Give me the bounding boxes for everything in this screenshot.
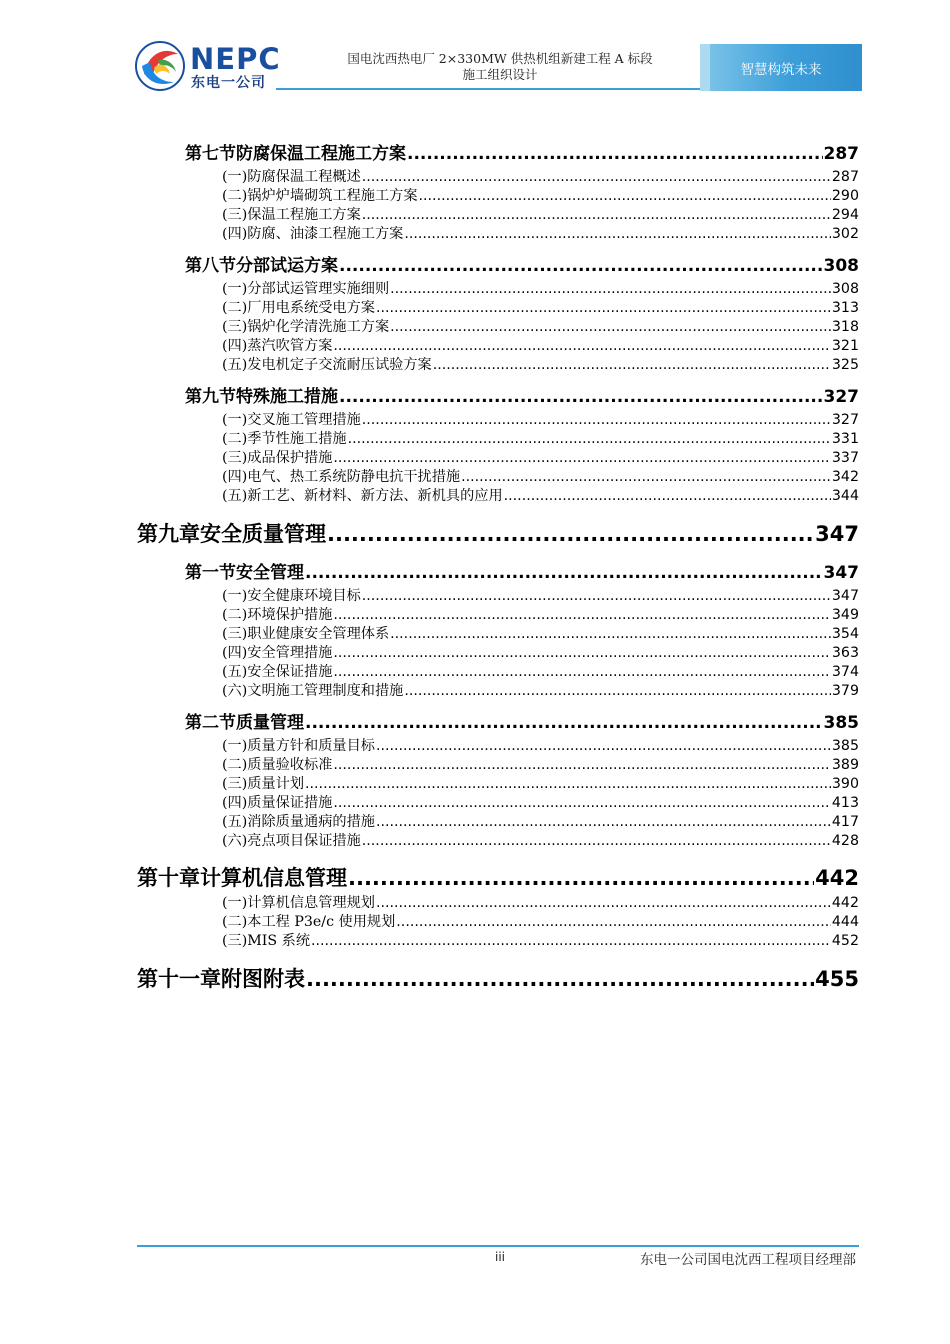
toc-item-number: (五) [222,664,248,680]
toc-leader-dots [333,645,831,661]
toc-page-number: 308 [831,281,859,297]
toc-chapter[interactable] [137,518,859,546]
toc-section[interactable] [185,382,859,406]
toc-item-title: 质量方针和质量目标 [247,738,375,754]
toc-leader-dots [407,144,823,163]
toc-item-number: (二) [222,431,248,447]
toc-chapter[interactable] [137,963,859,991]
toc-leader-dots [333,664,831,680]
toc-item[interactable] [222,623,859,642]
toc-item-title: 锅炉化学清洗施工方案 [247,319,390,335]
toc-page-number: 442 [815,866,859,890]
toc-item[interactable] [222,409,859,428]
toc-item-number: (一) [222,169,248,185]
toc-item[interactable] [222,811,859,830]
toc-leader-dots [390,319,831,335]
toc-item-title: 文明施工管理制度和措施 [247,683,404,699]
toc-item[interactable] [222,185,859,204]
toc-item[interactable] [222,792,859,811]
toc-item-title: 安全保证措施 [247,664,333,680]
toc-item[interactable] [222,278,859,297]
toc-page-number: 327 [823,387,859,406]
toc-page-number: 287 [823,144,859,163]
toc-item[interactable] [222,773,859,792]
toc-page-number: 389 [831,757,859,773]
toc-item-number: (三) [222,626,248,642]
toc-page-number: 385 [831,738,859,754]
toc-section[interactable] [185,251,859,275]
toc-item-title: 防腐保温工程概述 [247,169,361,185]
toc-item[interactable] [222,754,859,773]
toc-section-number: 第二节 [185,713,236,732]
toc-section-title: 安全管理 [236,563,304,582]
toc-item-title: 安全健康环境目标 [247,588,361,604]
toc-item[interactable] [222,680,859,699]
toc-item[interactable] [222,930,859,949]
toc-item-title: 交叉施工管理措施 [247,412,361,428]
toc-item[interactable] [222,316,859,335]
toc-leader-dots [305,713,823,732]
toc-leader-dots [404,226,831,242]
toc-leader-dots [333,450,831,466]
toc-page-number: 349 [831,607,859,623]
header-divider [276,88,700,90]
toc-page-number: 302 [831,226,859,242]
toc-item-title: 质量计划 [247,776,305,792]
toc-item-title: 亮点项目保证措施 [247,833,361,849]
toc-chapter-number: 第十一章 [137,967,221,991]
toc-item[interactable] [222,661,859,680]
toc-leader-dots [348,866,814,890]
toc-item-number: (四) [222,338,248,354]
toc-page-number: 442 [831,895,859,911]
toc-item-title: 电气、热工系统防静电抗干扰措施 [247,469,461,485]
toc-item-title: 质量保证措施 [247,795,333,811]
toc-item[interactable] [222,428,859,447]
toc-page-number: 308 [823,256,859,275]
toc-leader-dots [461,469,831,485]
toc-leader-dots [404,683,831,699]
toc-item-number: (四) [222,226,248,242]
toc-item-number: (三) [222,776,248,792]
brand-banner [700,44,862,91]
toc-section-number: 第八节 [185,256,236,275]
toc-item-number: (五) [222,814,248,830]
toc-page-number: 331 [831,431,859,447]
logo-subtext: 东电一公司 [191,75,266,91]
logo-wordmark: NEPC [190,42,281,76]
toc-leader-dots [504,488,831,504]
toc-section-title: 防腐保温工程施工方案 [236,144,406,163]
toc-page-number: 321 [831,338,859,354]
toc-page-number: 379 [831,683,859,699]
toc-item-title: 防腐、油漆工程施工方案 [247,226,404,242]
document-title-line2: 施工组织设计 [462,67,538,82]
toc-item-number: (二) [222,914,248,930]
toc-item-number: (三) [222,933,248,949]
toc-leader-dots [390,626,831,642]
toc-item-number: (四) [222,795,248,811]
toc-item[interactable] [222,166,859,185]
toc-item[interactable] [222,604,859,623]
toc-page-number: 455 [815,967,859,991]
toc-item-number: (二) [222,757,248,773]
toc-page-number: 318 [831,319,859,335]
toc-page-number: 452 [831,933,859,949]
document-title-line1: 国电沈西热电厂 2×330MW 供热机组新建工程 A 标段 [347,51,653,66]
toc-item[interactable] [222,223,859,242]
document-title [300,51,700,83]
toc-item[interactable] [222,735,859,754]
toc-item-number: (一) [222,738,248,754]
toc-item-title: 新工艺、新材料、新方法、新机具的应用 [247,488,503,504]
toc-leader-dots [376,814,831,830]
toc-item-title: 发电机定子交流耐压试验方案 [247,357,432,373]
toc-leader-dots [311,933,831,949]
toc-page-number: 413 [831,795,859,811]
toc-item[interactable] [222,466,859,485]
footer-page-number: iii [494,1250,505,1264]
toc-leader-dots [333,795,831,811]
toc-item-title: MIS 系统 [247,933,311,949]
toc-chapter-number: 第十章 [137,866,200,890]
toc-page-number: 347 [831,588,859,604]
toc-page-number: 374 [831,664,859,680]
toc-leader-dots [433,357,831,373]
toc-item-number: (二) [222,300,248,316]
toc-leader-dots [333,338,831,354]
toc-page-number: 390 [831,776,859,792]
company-logo [134,40,284,92]
toc-chapter-title: 安全质量管理 [200,522,326,546]
toc-item-title: 计算机信息管理规划 [247,895,375,911]
toc-chapter-number: 第九章 [137,522,200,546]
toc-leader-dots [376,738,831,754]
nepc-logo-icon [134,40,186,92]
toc-section-number: 第七节 [185,144,236,163]
toc-leader-dots [305,563,823,582]
brand-slogan: 智慧构筑未来 [740,62,822,78]
toc-leader-dots [362,207,831,223]
toc-section[interactable] [185,708,859,732]
toc-leader-dots [376,895,831,911]
toc-item-number: (三) [222,319,248,335]
toc-leader-dots [333,607,831,623]
toc-item-number: (三) [222,450,248,466]
toc-section-title: 特殊施工措施 [236,387,338,406]
toc-leader-dots [339,387,823,406]
toc-item[interactable] [222,911,859,930]
toc-item[interactable] [222,485,859,504]
page-header [0,0,950,100]
toc-leader-dots [396,914,831,930]
toc-item-number: (一) [222,588,248,604]
toc-chapter[interactable] [137,862,859,890]
toc-section-title: 分部试运方案 [236,256,338,275]
toc-leader-dots [376,300,831,316]
toc-leader-dots [339,256,823,275]
toc-page-number: 294 [831,207,859,223]
toc-leader-dots [306,967,814,991]
toc-page-number: 287 [831,169,859,185]
toc-item-title: 本工程 P3e/c 使用规划 [247,914,396,930]
toc-item-title: 质量验收标准 [247,757,333,773]
toc-item[interactable] [222,354,859,373]
toc-item-number: (一) [222,895,248,911]
toc-item[interactable] [222,335,859,354]
toc-item[interactable] [222,585,859,604]
toc-section[interactable] [185,139,859,163]
toc-item-title: 消除质量通病的措施 [247,814,375,830]
toc-leader-dots [362,169,831,185]
toc-item-title: 安全管理措施 [247,645,333,661]
toc-chapter-title: 附图附表 [221,967,305,991]
toc-leader-dots [327,522,814,546]
toc-page-number: 385 [823,713,859,732]
toc-item-title: 锅炉炉墙砌筑工程施工方案 [247,188,418,204]
toc-page-number: 327 [831,412,859,428]
toc-page-number: 290 [831,188,859,204]
toc-section-number: 第一节 [185,563,236,582]
toc-item-number: (五) [222,357,248,373]
toc-item-title: 分部试运管理实施细则 [247,281,390,297]
toc-page-number: 344 [831,488,859,504]
toc-page-number: 313 [831,300,859,316]
toc-section-title: 质量管理 [236,713,304,732]
footer-divider [137,1245,859,1247]
toc-leader-dots [362,412,831,428]
toc-item-number: (二) [222,607,248,623]
toc-item[interactable] [222,642,859,661]
toc-item-title: 成品保护措施 [247,450,333,466]
toc-item-number: (四) [222,469,248,485]
toc-item-number: (一) [222,412,248,428]
toc-item-title: 蒸汽吹管方案 [247,338,333,354]
toc-item-title: 环境保护措施 [247,607,333,623]
toc-item-number: (二) [222,188,248,204]
toc-item[interactable] [222,204,859,223]
toc-page-number: 347 [823,563,859,582]
toc-section[interactable] [185,558,859,582]
toc-item[interactable] [222,830,859,849]
toc-page-number: 342 [831,469,859,485]
toc-chapter-title: 计算机信息管理 [200,866,347,890]
toc-page-number: 428 [831,833,859,849]
toc-item-title: 厂用电系统受电方案 [247,300,375,316]
toc-leader-dots [305,776,831,792]
toc-item-title: 季节性施工措施 [247,431,347,447]
toc-item-title: 保温工程施工方案 [247,207,361,223]
toc-page-number: 363 [831,645,859,661]
toc-page-number: 337 [831,450,859,466]
toc-page-number: 444 [831,914,859,930]
toc-item[interactable] [222,892,859,911]
footer-organization: 东电一公司国电沈西工程项目经理部 [640,1252,856,1268]
toc-leader-dots [362,833,831,849]
toc-item-number: (六) [222,683,248,699]
toc-leader-dots [419,188,831,204]
toc-page-number: 347 [815,522,859,546]
toc-item[interactable] [222,297,859,316]
toc-item[interactable] [222,447,859,466]
toc-leader-dots [333,757,831,773]
toc-item-number: (四) [222,645,248,661]
toc-item-number: (一) [222,281,248,297]
toc-leader-dots [390,281,831,297]
toc-item-number: (五) [222,488,248,504]
toc-page-number: 417 [831,814,859,830]
toc-leader-dots [348,431,831,447]
toc-item-number: (六) [222,833,248,849]
toc-leader-dots [362,588,831,604]
toc-item-title: 职业健康安全管理体系 [247,626,390,642]
toc-page-number: 354 [831,626,859,642]
toc-page-number: 325 [831,357,859,373]
toc-item-number: (三) [222,207,248,223]
toc-section-number: 第九节 [185,387,236,406]
